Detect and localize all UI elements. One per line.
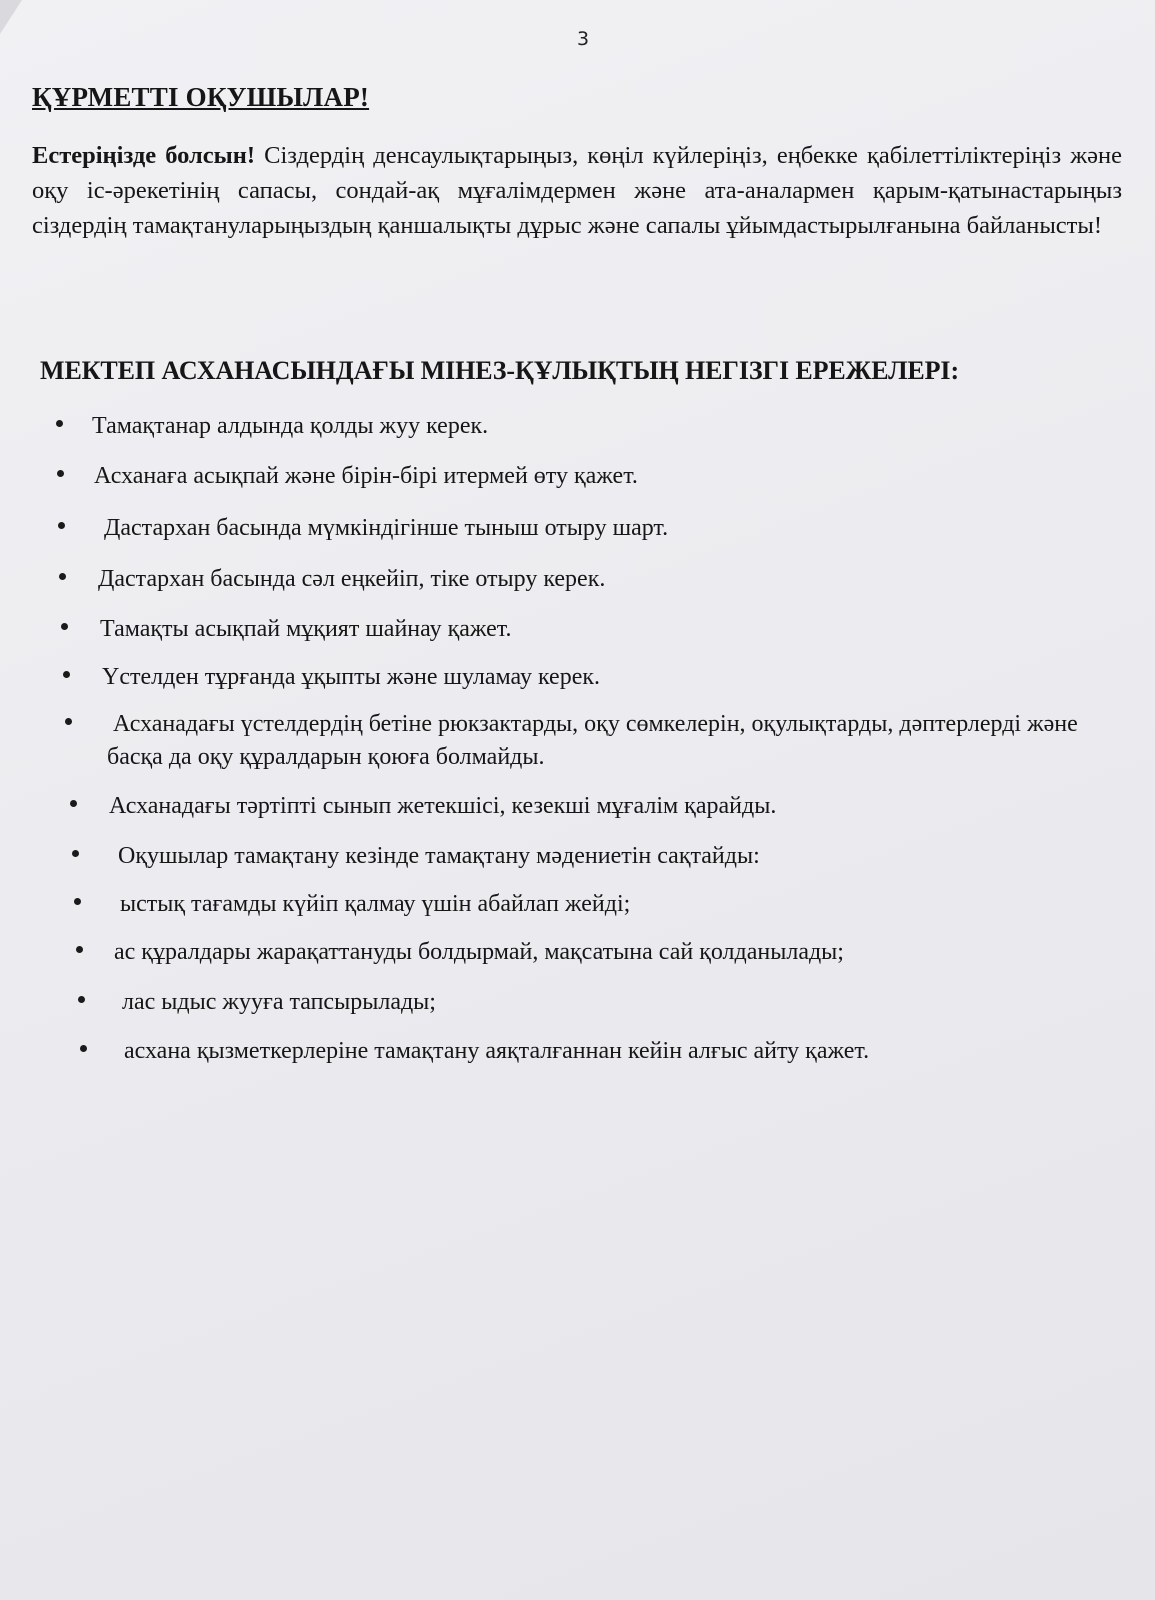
bullet-icon	[56, 420, 63, 427]
list-item	[59, 563, 605, 596]
intro-paragraph	[32, 138, 1122, 243]
list-item	[70, 790, 776, 823]
list-item	[80, 1035, 869, 1068]
rule-text: Асханаға асықпай және бірін-бірі итермей өту қажет.	[94, 463, 638, 489]
rules-title: МЕКТЕП АСХАНАСЫНДАҒЫ МІНЕЗ-ҚҰЛЫҚТЫҢ НЕГІЗГІ ЕРЕЖЕЛЕРІ:	[40, 356, 960, 385]
bullet-icon	[58, 522, 65, 529]
bullet-icon	[80, 1045, 87, 1052]
bullet-icon	[65, 718, 72, 725]
list-item	[61, 613, 511, 646]
list-item	[78, 986, 436, 1019]
list-item	[58, 512, 668, 545]
rule-text: ыстық тағамды күйіп қалмау үшін абайлап жейді;	[120, 891, 631, 917]
list-item	[63, 661, 600, 694]
page-number: 3	[577, 28, 590, 50]
bullet-icon	[72, 850, 79, 857]
list-item	[74, 888, 630, 921]
page-heading: ҚҰРМЕТТІ ОҚУШЫЛАР!	[32, 82, 370, 112]
rule-text: Үстелден тұрғанда ұқыпты және шуламау керек.	[102, 664, 601, 690]
bullet-icon	[74, 898, 81, 905]
rule-text: Дастархан басында мүмкіндігінше тыныш отыру шарт.	[104, 515, 669, 541]
bullet-icon	[61, 623, 68, 630]
rule-text: Дастархан басында сәл еңкейіп, тіке отыру керек.	[98, 566, 606, 592]
rule-text: Асханадағы тәртіпті сынып жетекшісі, кезекші мұғалім қарайды.	[109, 793, 777, 819]
bullet-icon	[78, 996, 85, 1003]
rule-text: лас ыдыс жууға тапсырылады;	[122, 989, 436, 1015]
list-item	[56, 410, 488, 443]
rule-text: Тамақтанар алдында қолды жуу керек.	[92, 413, 489, 439]
intro-emphasis: Естеріңізде болсын!	[32, 142, 256, 169]
list-item	[76, 936, 844, 969]
bullet-icon	[59, 573, 66, 580]
bullet-icon	[57, 470, 64, 477]
rule-text: Асханадағы үстелдердің бетіне рюкзактарды, оқу сөмкелерін, оқулықтарды, дәптерлерді және басқа да оқу құралдарын қоюға болмайды.	[107, 711, 1078, 770]
bullet-icon	[70, 800, 77, 807]
list-item	[72, 840, 760, 873]
bullet-icon	[76, 946, 83, 953]
bullet-icon	[63, 671, 70, 678]
rule-text: Оқушылар тамақтану кезінде тамақтану мәдениетін сақтайды:	[118, 843, 760, 869]
page-fold	[0, 0, 22, 34]
rule-text: Тамақты асықпай мұқият шайнау қажет.	[100, 616, 512, 642]
intro-text: Сіздердің денсаулықтарыңыз, көңіл күйлеріңіз, еңбекке қабілеттіліктеріңіз және оқу іс-әрекетінің сапасы, сондай-ақ мұғалімдермен және ата-аналармен қарым-қатынастарыңыз сіздердің тамақтануларыңыздың қаншалықты дұрыс және сапалы ұйымдастырылғанына байланысты!	[32, 142, 1122, 239]
list-item	[57, 460, 638, 493]
rule-text: асхана қызметкерлеріне тамақтану аяқталғаннан кейін алғыс айту қажет.	[124, 1038, 870, 1064]
list-item	[65, 708, 1107, 774]
rule-text: ас құралдары жарақаттануды болдырмай, мақсатына сай қолданылады;	[114, 939, 844, 965]
